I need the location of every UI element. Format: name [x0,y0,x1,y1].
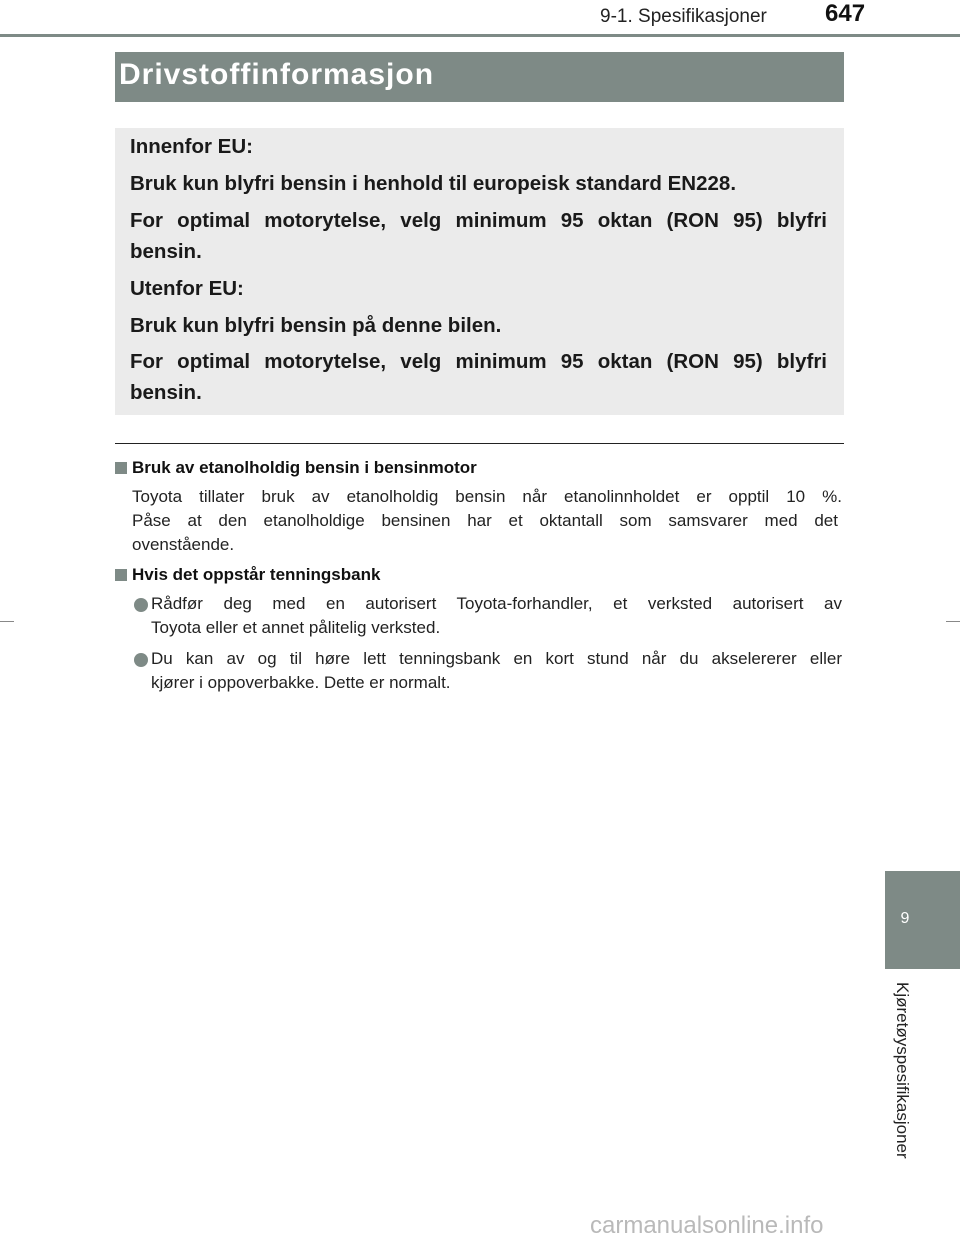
crop-mark [0,621,14,622]
square-bullet-icon [115,569,127,581]
crop-mark [946,621,960,622]
info-line: Innenfor EU: [130,135,253,158]
section-divider [115,443,844,444]
header-section-title: 9-1. Spesifikasjoner [600,6,767,27]
body-text-line: Påse at den etanolholdige bensinen har et oktantall som samsvarer med det [132,511,838,530]
info-line: Bruk kun blyfri bensin på denne bilen. [130,314,502,337]
info-line: bensin. [130,240,202,263]
info-line: bensin. [130,381,202,404]
square-bullet-icon [115,462,127,474]
page-title: Drivstoffinformasjon [119,58,435,91]
chapter-number: 9 [900,910,910,927]
section-heading: Hvis det oppstår tenningsbank [132,565,381,584]
info-line: For optimal motorytelse, velg minimum 95 oktan (RON 95) blyfri [130,350,827,373]
body-text-line: Toyota tillater bruk av etanolholdig bensin når etanolinnholdet er opptil 10 %. [132,487,842,506]
body-text-line: ovenstående. [132,535,235,554]
info-line: Utenfor EU: [130,277,244,300]
round-bullet-icon [134,598,148,612]
bullet-text-line: kjører i oppoverbakke. Dette er normalt. [151,673,451,692]
section-heading: Bruk av etanolholdig bensin i bensinmotor [132,458,477,477]
watermark: carmanualsonline.info [590,1212,824,1239]
round-bullet-icon [134,653,148,667]
chapter-label: Kjøretøyspesifikasjoner [893,982,912,1159]
bullet-text-line: Rådfør deg med en autorisert Toyota-forhandler, et verksted autorisert av [151,594,842,613]
bullet-text-line: Toyota eller et annet pålitelig verksted. [151,618,441,637]
info-line: Bruk kun blyfri bensin i henhold til europeisk standard EN228. [130,172,737,195]
bullet-text-line: Du kan av og til høre lett tenningsbank en kort stund når du akselererer eller [151,649,842,668]
page-number: 647 [825,0,866,27]
info-line: For optimal motorytelse, velg minimum 95 oktan (RON 95) blyfri [130,209,827,232]
header-divider [0,34,960,37]
